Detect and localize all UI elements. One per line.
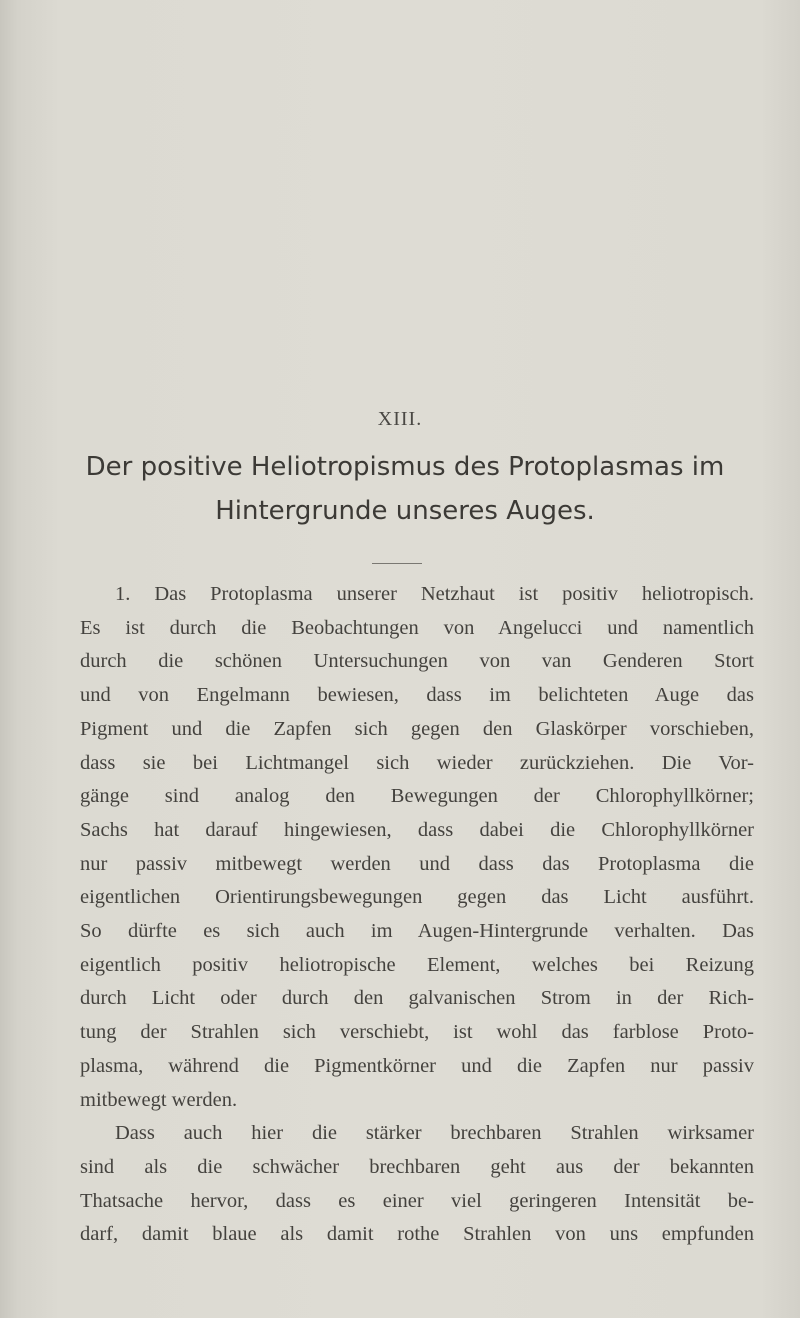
text-line: So dürfte es sich auch im Augen-Hintergrunde verhalten. Das (80, 920, 754, 943)
text-line: Es ist durch die Beobachtungen von Angelucci und namentlich (80, 616, 754, 639)
text-line: eigentlich positiv heliotropische Element, welches bei Reizung (80, 953, 754, 976)
text-line: eigentlichen Orientirungsbewegungen gegen das Licht ausführt. (80, 886, 754, 909)
body-text (80, 578, 754, 1252)
title-divider (372, 563, 422, 564)
text-line: dass sie bei Lichtmangel sich wieder zurückziehen. Die Vor- (80, 751, 754, 774)
chapter-title (60, 445, 750, 533)
text-line: tung der Strahlen sich verschiebt, ist wohl das farblose Proto- (80, 1021, 754, 1044)
chapter-title-line-1: Der positive Heliotropismus des Protoplasmas im (85, 452, 725, 482)
text-line: plasma, während die Pigmentkörner und die Zapfen nur passiv (80, 1054, 754, 1077)
text-line: nur passiv mitbewegt werden und dass das Protoplasma die (80, 852, 754, 875)
text-line: durch Licht oder durch den galvanischen Strom in der Rich- (80, 987, 754, 1010)
text-line: Pigment und die Zapfen sich gegen den Glaskörper vorschieben, (80, 717, 754, 740)
text-line: sind als die schwächer brechbaren geht aus der bekannten (80, 1155, 754, 1178)
text-line: mitbewegt werden. (80, 1088, 238, 1111)
text-line: Dass auch hier die stärker brechbaren Strahlen wirksamer (115, 1122, 754, 1145)
text-line: Sachs hat darauf hingewiesen, dass dabei die Chlorophyllkörner (80, 818, 754, 841)
chapter-title-line-2: Hintergrunde unseres Auges. (215, 496, 595, 526)
text-line: und von Engelmann bewiesen, dass im belichteten Auge das (80, 684, 754, 707)
text-line: durch die schönen Untersuchungen von van Genderen Stort (80, 650, 754, 673)
paragraph-1 (80, 578, 754, 1117)
chapter-number: XIII. (377, 408, 423, 430)
text-line: darf, damit blaue als damit rothe Strahlen von uns empfunden (80, 1223, 754, 1246)
paragraph-2 (80, 1117, 754, 1252)
text-line: gänge sind analog den Bewegungen der Chlorophyllkörner; (80, 785, 754, 808)
text-line: Thatsache hervor, dass es einer viel geringeren Intensität be- (80, 1189, 754, 1212)
text-line: 1. Das Protoplasma unserer Netzhaut ist positiv heliotropisch. (115, 583, 754, 605)
